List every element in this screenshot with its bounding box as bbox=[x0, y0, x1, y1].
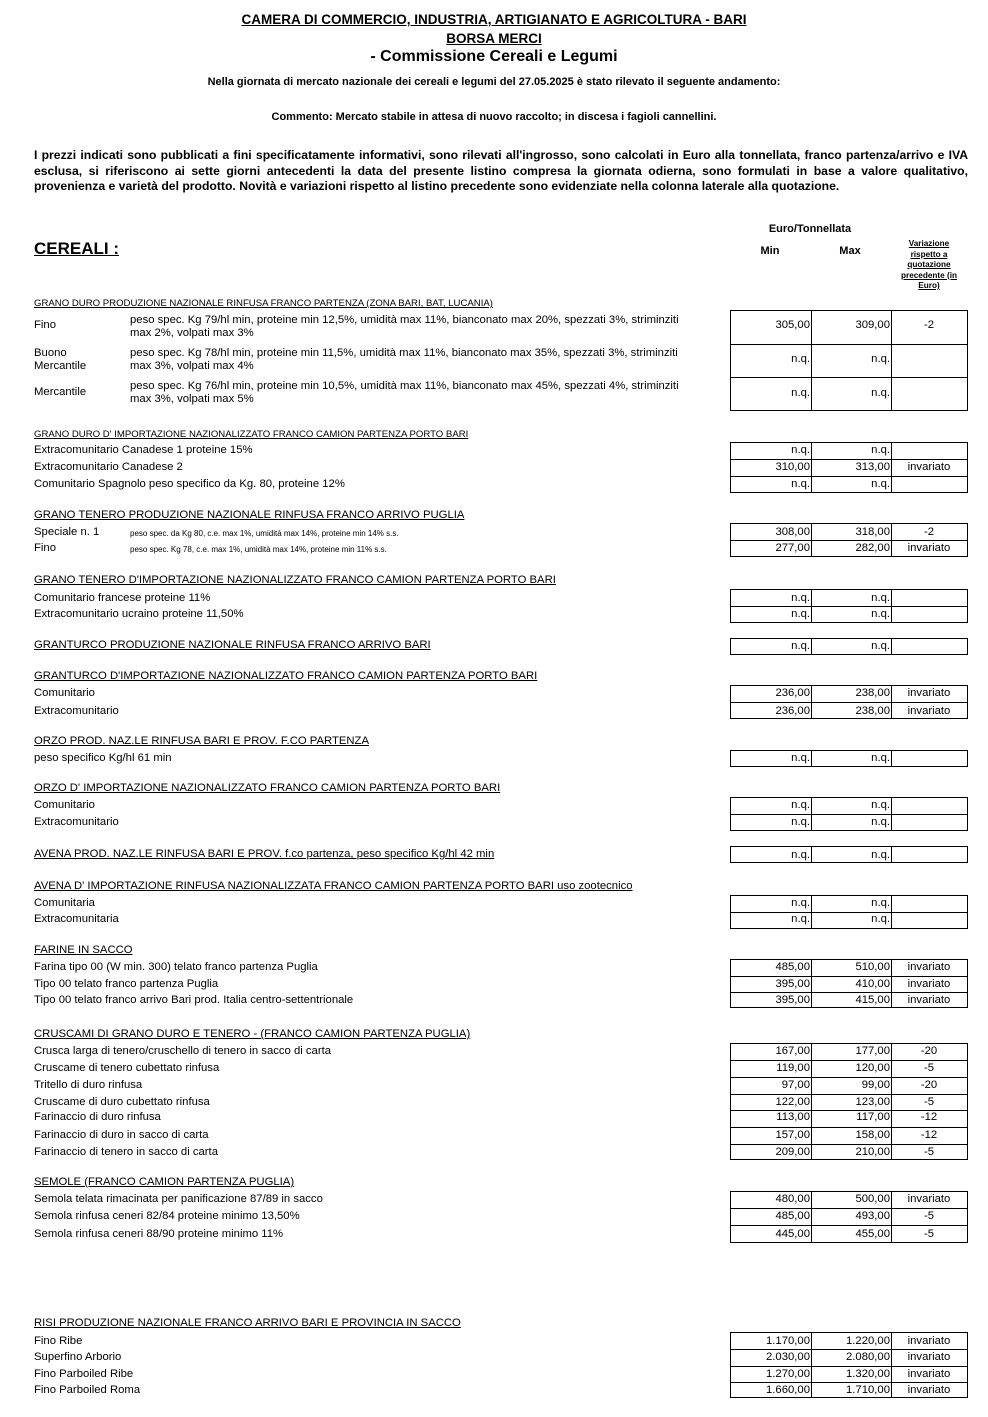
product-label: Tritello di duro rinfusa bbox=[34, 1079, 143, 1091]
price-min: n.q. bbox=[791, 387, 810, 399]
price-max: 123,00 bbox=[855, 1096, 890, 1108]
price-min: 445,00 bbox=[775, 1228, 810, 1240]
price-min: n.q. bbox=[791, 444, 810, 456]
price-max: 282,00 bbox=[855, 542, 890, 554]
price-variation: -12 bbox=[920, 1111, 938, 1123]
price-variation: -12 bbox=[920, 1129, 938, 1141]
price-max: n.q. bbox=[871, 444, 890, 456]
price-min: n.q. bbox=[791, 592, 810, 604]
price-min: 485,00 bbox=[775, 961, 810, 973]
intro-paragraph: I prezzi indicati sono pubblicati a fini specificatamente informativi, sono rilevati all'ingrosso, sono calcolati in Euro alla tonnellata, franco partenza/arrivo e IVA esclusa, si riferiscono ai sette giorni antecedenti la data del presente listino compresa la giornata odierna, sono formulati in base a valore qualitativo, provenienza e varietà del prodotto. Novità e variazioni rispetto al listino precedente sono evidenziate nella colonna laterale alla quotazione. bbox=[34, 148, 968, 193]
price-max: 309,00 bbox=[855, 319, 890, 331]
price-max: 177,00 bbox=[855, 1045, 890, 1057]
product-label: Farinaccio di tenero in sacco di carta bbox=[34, 1146, 218, 1158]
max-header: Max bbox=[839, 245, 861, 257]
price-variation: -20 bbox=[920, 1045, 938, 1057]
product-label: Comunitario bbox=[34, 799, 95, 811]
cereali-heading: CEREALI : bbox=[34, 239, 119, 258]
section-title: GRANO TENERO D'IMPORTAZIONE NAZIONALIZZATO FRANCO CAMION PARTENZA PORTO BARI bbox=[34, 574, 556, 586]
price-variation: invariato bbox=[907, 461, 951, 473]
price-min: 97,00 bbox=[781, 1079, 810, 1091]
min-header: Min bbox=[760, 245, 780, 257]
product-label: Buono Mercantile bbox=[34, 347, 87, 372]
price-max: n.q. bbox=[871, 478, 890, 490]
row-divider bbox=[731, 1382, 967, 1383]
price-max: 1.220,00 bbox=[846, 1335, 890, 1347]
product-label: Speciale n. 1 bbox=[34, 526, 100, 538]
price-max: 2.080,00 bbox=[846, 1351, 890, 1363]
price-max: 313,00 bbox=[855, 461, 890, 473]
product-label: Tipo 00 telato franco arrivo Bari prod. Italia centro-settentrionale bbox=[34, 994, 354, 1006]
price-min: 310,00 bbox=[775, 461, 810, 473]
product-label: Tipo 00 telato franco partenza Puglia bbox=[34, 978, 219, 990]
product-label: Mercantile bbox=[34, 386, 87, 398]
product-spec: peso spec. Kg 76/hl min, proteine min 10,5%, umidità max 11%, bianconato max 45%, spezzati 4%, striminziti max 3%, volpati max 5% bbox=[130, 380, 679, 405]
product-spec: peso spec. Kg 78, c.e. max 1%, umidità max 14%, proteine min 11% s.s. bbox=[130, 545, 387, 554]
price-max: 415,00 bbox=[855, 994, 890, 1006]
product-label: Fino Parboiled Ribe bbox=[34, 1368, 134, 1380]
row-divider bbox=[731, 344, 967, 345]
price-min: 277,00 bbox=[775, 542, 810, 554]
product-label: Extracomunitario bbox=[34, 816, 119, 828]
price-max: n.q. bbox=[871, 816, 890, 828]
product-label: Semola telata rimacinata per panificazione 87/89 in sacco bbox=[34, 1193, 323, 1205]
price-min: 485,00 bbox=[775, 1210, 810, 1222]
product-label: Semola rinfusa ceneri 82/84 proteine minimo 13,50% bbox=[34, 1210, 300, 1222]
row-divider bbox=[731, 814, 967, 815]
price-min: 119,00 bbox=[776, 1062, 810, 1074]
row-divider bbox=[731, 1208, 967, 1209]
price-variation: -2 bbox=[923, 526, 935, 538]
product-label: Extracomunitaria bbox=[34, 913, 119, 925]
price-variation: invariato bbox=[907, 994, 951, 1006]
product-spec: peso spec. Kg 78/hl min, proteine min 11,5%, umidità max 11%, bianconato max 35%, spezzati 3%, striminziti max 3%, volpati max 4% bbox=[130, 347, 678, 372]
price-max: n.q. bbox=[871, 752, 890, 764]
section-title: GRANO TENERO PRODUZIONE NAZIONALE RINFUSA FRANCO ARRIVO PUGLIA bbox=[34, 509, 465, 521]
row-divider bbox=[731, 1349, 967, 1350]
price-variation: invariato bbox=[907, 1351, 951, 1363]
product-label: Extracomunitario ucraino proteine 11,50% bbox=[34, 608, 244, 620]
price-min: 122,00 bbox=[775, 1096, 810, 1108]
product-label: Crusca larga di tenero/cruschello di tenero in sacco di carta bbox=[34, 1045, 332, 1057]
product-label: Fino bbox=[34, 319, 56, 331]
price-max: n.q. bbox=[871, 608, 890, 620]
price-min: 157,00 bbox=[775, 1129, 810, 1141]
price-max: 410,00 bbox=[855, 978, 890, 990]
price-min: n.q. bbox=[791, 913, 810, 925]
product-label: Comunitario bbox=[34, 687, 95, 699]
price-max: n.q. bbox=[871, 387, 890, 399]
price-min: 480,00 bbox=[775, 1193, 810, 1205]
price-max: n.q. bbox=[871, 897, 890, 909]
row-divider bbox=[731, 1144, 967, 1145]
row-divider bbox=[731, 1060, 967, 1061]
price-variation: invariato bbox=[907, 978, 951, 990]
price-min: 395,00 bbox=[775, 978, 810, 990]
unit-header: Euro/Tonnellata bbox=[768, 223, 852, 235]
price-max: n.q. bbox=[871, 640, 890, 652]
row-divider bbox=[731, 992, 967, 993]
section-title: GRANTURCO D'IMPORTAZIONE NAZIONALIZZATO FRANCO CAMION PARTENZA PORTO BARI bbox=[34, 670, 538, 682]
product-label: Extracomunitario Canadese 2 bbox=[34, 461, 183, 473]
product-label: Fino bbox=[34, 542, 56, 554]
price-max: 210,00 bbox=[855, 1146, 890, 1158]
price-max: 117,00 bbox=[856, 1111, 890, 1123]
price-max: n.q. bbox=[871, 353, 890, 365]
price-max: 1.320,00 bbox=[846, 1368, 890, 1380]
price-min: 2.030,00 bbox=[766, 1351, 810, 1363]
section-title: RISI PRODUZIONE NAZIONALE FRANCO ARRIVO BARI E PROVINCIA IN SACCO bbox=[34, 1317, 461, 1329]
row-divider bbox=[731, 702, 967, 703]
row-divider bbox=[731, 476, 967, 477]
price-variation: -20 bbox=[920, 1079, 938, 1091]
price-min: 305,00 bbox=[775, 319, 810, 331]
borsa-merci-title: BORSA MERCI bbox=[446, 31, 542, 46]
product-label: Superfino Arborio bbox=[34, 1351, 122, 1363]
price-min: 1.170,00 bbox=[766, 1335, 810, 1347]
section-title: SEMOLE (FRANCO CAMION PARTENZA PUGLIA) bbox=[34, 1176, 295, 1188]
price-min: 236,00 bbox=[775, 705, 810, 717]
section-title: GRANO DURO PRODUZIONE NAZIONALE RINFUSA FRANCO PARTENZA (ZONA BARI, BAT, LUCANIA) bbox=[34, 298, 493, 309]
price-variation: invariato bbox=[907, 1384, 951, 1396]
price-min: n.q. bbox=[791, 897, 810, 909]
price-max: 500,00 bbox=[855, 1193, 890, 1205]
product-label: peso specifico Kg/hl 61 min bbox=[34, 752, 172, 764]
price-variation: invariato bbox=[907, 542, 951, 554]
section-title: ORZO D' IMPORTAZIONE NAZIONALIZZATO FRANCO CAMION PARTENZA PORTO BARI bbox=[34, 782, 501, 794]
column-divider bbox=[891, 639, 892, 654]
price-max: 238,00 bbox=[855, 705, 890, 717]
price-max: n.q. bbox=[871, 849, 890, 861]
product-label: Fino Ribe bbox=[34, 1335, 83, 1347]
row-divider bbox=[731, 1094, 967, 1095]
product-label: Extracomunitario bbox=[34, 705, 119, 717]
row-divider bbox=[731, 540, 967, 541]
price-min: n.q. bbox=[791, 816, 810, 828]
price-min: n.q. bbox=[791, 799, 810, 811]
row-divider bbox=[731, 377, 967, 378]
price-min: 167,00 bbox=[775, 1045, 810, 1057]
product-label: Farinaccio di duro rinfusa bbox=[34, 1111, 161, 1123]
price-max: 510,00 bbox=[855, 961, 890, 973]
price-max: 1.710,00 bbox=[846, 1384, 890, 1396]
product-label: Comunitario francese proteine 11% bbox=[34, 592, 211, 604]
price-max: n.q. bbox=[871, 799, 890, 811]
market-comment: Commento: Mercato stabile in attesa di nuovo raccolto; in discesa i fagioli cannellini. bbox=[271, 111, 717, 123]
price-variation: invariato bbox=[907, 687, 951, 699]
price-variation: invariato bbox=[907, 1368, 951, 1380]
product-label: Farinaccio di duro in sacco di carta bbox=[34, 1129, 209, 1141]
price-min: n.q. bbox=[791, 478, 810, 490]
price-max: 493,00 bbox=[855, 1210, 890, 1222]
price-min: 236,00 bbox=[775, 687, 810, 699]
price-max: 318,00 bbox=[855, 526, 890, 538]
column-divider bbox=[891, 751, 892, 766]
product-spec: peso spec. da Kg 80, c.e. max 1%, umidità max 14%, proteine min 14% s.s. bbox=[130, 529, 399, 538]
price-variation: -2 bbox=[923, 319, 935, 331]
product-label: Extracomunitario Canadese 1 proteine 15% bbox=[34, 444, 253, 456]
price-min: 308,00 bbox=[775, 526, 810, 538]
price-max: n.q. bbox=[871, 913, 890, 925]
price-min: 395,00 bbox=[775, 994, 810, 1006]
product-label: Fino Parboiled Roma bbox=[34, 1384, 141, 1396]
price-variation: invariato bbox=[907, 1193, 951, 1205]
price-variation: -5 bbox=[923, 1146, 935, 1158]
price-variation: -5 bbox=[923, 1228, 935, 1240]
section-title: ORZO PROD. NAZ.LE RINFUSA BARI E PROV. F.CO PARTENZA bbox=[34, 735, 369, 747]
price-min: n.q. bbox=[791, 640, 810, 652]
product-spec: peso spec. Kg 79/hl min, proteine min 12,5%, umidità max 11%, bianconato max 20%, spezzati 3%, striminziti max 2%, volpati max 3% bbox=[130, 314, 679, 339]
price-min: n.q. bbox=[791, 353, 810, 365]
product-label: Farina tipo 00 (W min. 300) telato franco partenza Puglia bbox=[34, 961, 318, 973]
product-label: Comunitaria bbox=[34, 897, 95, 909]
price-max: 99,00 bbox=[861, 1079, 890, 1091]
product-label: Cruscame di tenero cubettato rinfusa bbox=[34, 1062, 220, 1074]
price-variation: invariato bbox=[907, 705, 951, 717]
product-label: Cruscame di duro cubettato rinfusa bbox=[34, 1096, 210, 1108]
market-date-line: Nella giornata di mercato nazionale dei cereali e legumi del 27.05.2025 è stato rilevato il seguente andamento: bbox=[207, 76, 781, 88]
price-variation: -5 bbox=[923, 1096, 935, 1108]
row-divider bbox=[731, 1366, 967, 1367]
price-min: n.q. bbox=[791, 752, 810, 764]
price-min: 209,00 bbox=[775, 1146, 810, 1158]
chamber-title: CAMERA DI COMMERCIO, INDUSTRIA, ARTIGIANATO E AGRICOLTURA - BARI bbox=[241, 12, 747, 27]
row-divider bbox=[731, 459, 967, 460]
variation-header: Variazione rispetto a quotazione precedente (in Euro) bbox=[901, 239, 957, 290]
price-min: n.q. bbox=[791, 608, 810, 620]
section-title: CRUSCAMI DI GRANO DURO E TENERO - (FRANCO CAMION PARTENZA PUGLIA) bbox=[34, 1028, 471, 1040]
price-min: 1.660,00 bbox=[766, 1384, 810, 1396]
section-title: GRANTURCO PRODUZIONE NAZIONALE RINFUSA FRANCO ARRIVO BARI bbox=[34, 639, 431, 651]
row-divider bbox=[731, 1127, 967, 1128]
price-variation: invariato bbox=[907, 1335, 951, 1347]
price-max: 238,00 bbox=[855, 687, 890, 699]
price-variation: invariato bbox=[907, 961, 951, 973]
price-max: 158,00 bbox=[855, 1129, 890, 1141]
section-title: GRANO DURO D' IMPORTAZIONE NAZIONALIZZATO FRANCO CAMION PARTENZA PORTO BARI bbox=[34, 429, 469, 440]
price-min: 1.270,00 bbox=[766, 1368, 810, 1380]
section-title: AVENA D' IMPORTAZIONE RINFUSA NAZIONALIZZATA FRANCO CAMION PARTENZA PORTO BARI uso zootecnico bbox=[34, 880, 633, 892]
price-max: 455,00 bbox=[855, 1228, 890, 1240]
price-variation: -5 bbox=[923, 1062, 935, 1074]
section-title: AVENA PROD. NAZ.LE RINFUSA BARI E PROV. f.co partenza, peso specifico Kg/hl 42 min bbox=[34, 848, 495, 860]
commission-title: - Commissione Cereali e Legumi bbox=[370, 48, 618, 65]
price-variation: -5 bbox=[923, 1210, 935, 1222]
price-min: 113,00 bbox=[776, 1111, 810, 1123]
row-divider bbox=[731, 1077, 967, 1078]
price-max: 120,00 bbox=[855, 1062, 890, 1074]
row-divider bbox=[731, 606, 967, 607]
row-divider bbox=[731, 1225, 967, 1226]
price-max: n.q. bbox=[871, 592, 890, 604]
price-min: n.q. bbox=[791, 849, 810, 861]
product-label: Semola rinfusa ceneri 88/90 proteine minimo 11% bbox=[34, 1228, 284, 1240]
row-divider bbox=[731, 976, 967, 977]
column-divider bbox=[891, 847, 892, 862]
product-label: Comunitario Spagnolo peso specifico da Kg. 80, proteine 12% bbox=[34, 478, 345, 490]
section-title: FARINE IN SACCO bbox=[34, 944, 133, 956]
